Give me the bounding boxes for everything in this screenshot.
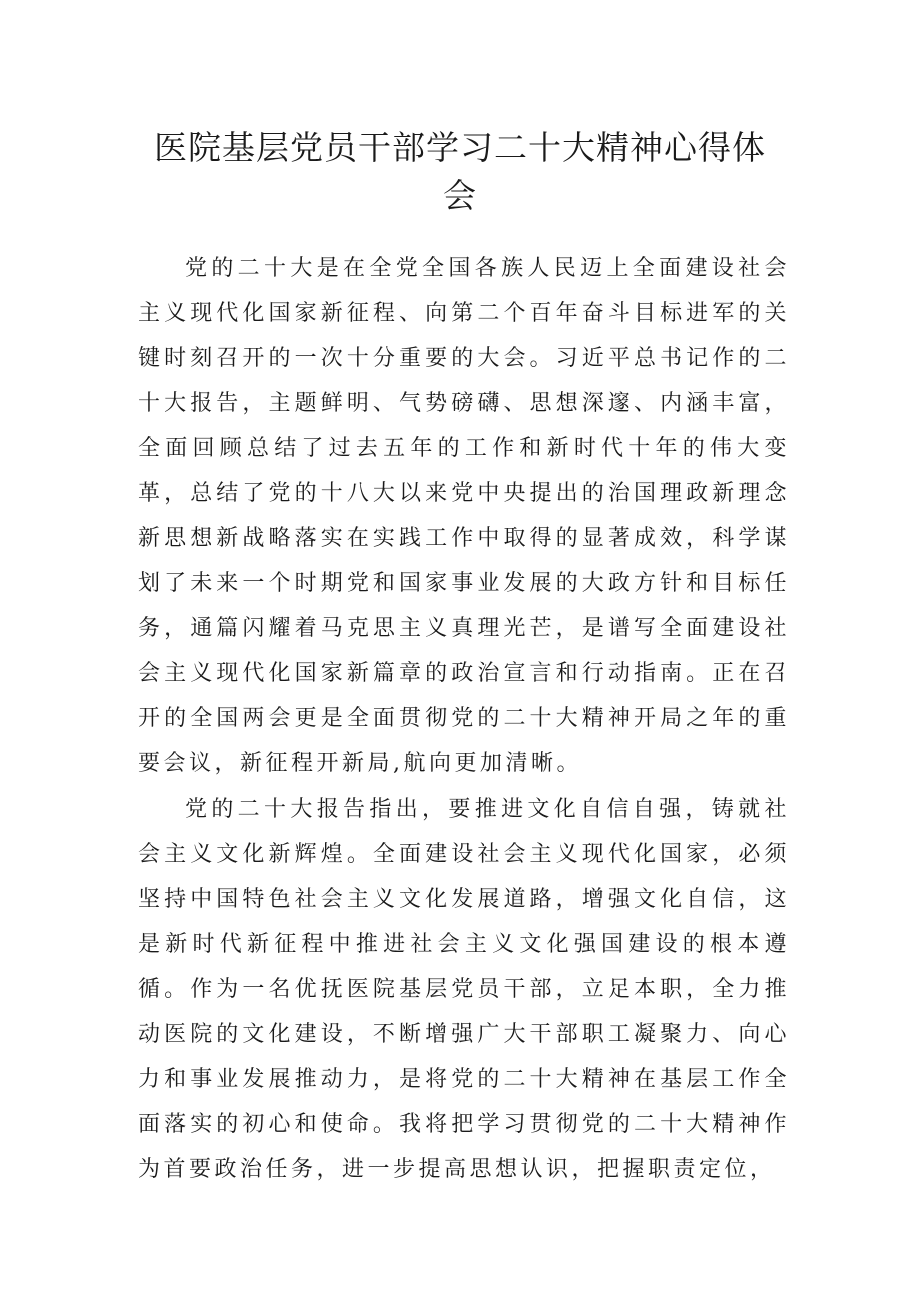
paragraph-1: 党的二十大是在全党全国各族人民迈上全面建设社会主义现代化国家新征程、向第二个百年奋斗目标进军的关键时刻召开的一次十分重要的大会。习近平总书记作的二十大报告，主题鲜明、气势磅礴、思想深邃、内涵丰富，全面回顾总结了过去五年的工作和新时代十年的伟大变革，总结了党的十八大以来党中央提出的治国理政新理念新思想新战略落实在实践工作中取得的显著成效，科学谋划了未来一个时期党和国家事业发展的大政方针和目标任务，通篇闪耀着马克思主义真理光芒，是谱写全面建设社会主义现代化国家新篇章的政治宣言和行动指南。正在召开的全国两会更是全面贯彻党的二十大精神开局之年的重要会议，新征程开新局,航向更加清晰。 [138,256,790,776]
document-body [138,246,790,1192]
paragraph-2: 党的二十大报告指出，要推进文化自信自强，铸就社会主义文化新辉煌。全面建设社会主义现代化国家，必须坚持中国特色社会主义文化发展道路，增强文化自信，这是新时代新征程中推进社会主义文化强国建设的根本遵循。作为一名优抚医院基层党员干部，立足本职，全力推动医院的文化建设，不断增强广大干部职工凝聚力、向心力和事业发展推动力，是将党的二十大精神在基层工作全面落实的初心和使命。我将把学习贯彻党的二十大精神作为首要政治任务，进一步提高思想认识，把握职责定位， [138,797,790,1182]
document-title: 医院基层党员干部学习二十大精神心得体会 [154,128,766,215]
